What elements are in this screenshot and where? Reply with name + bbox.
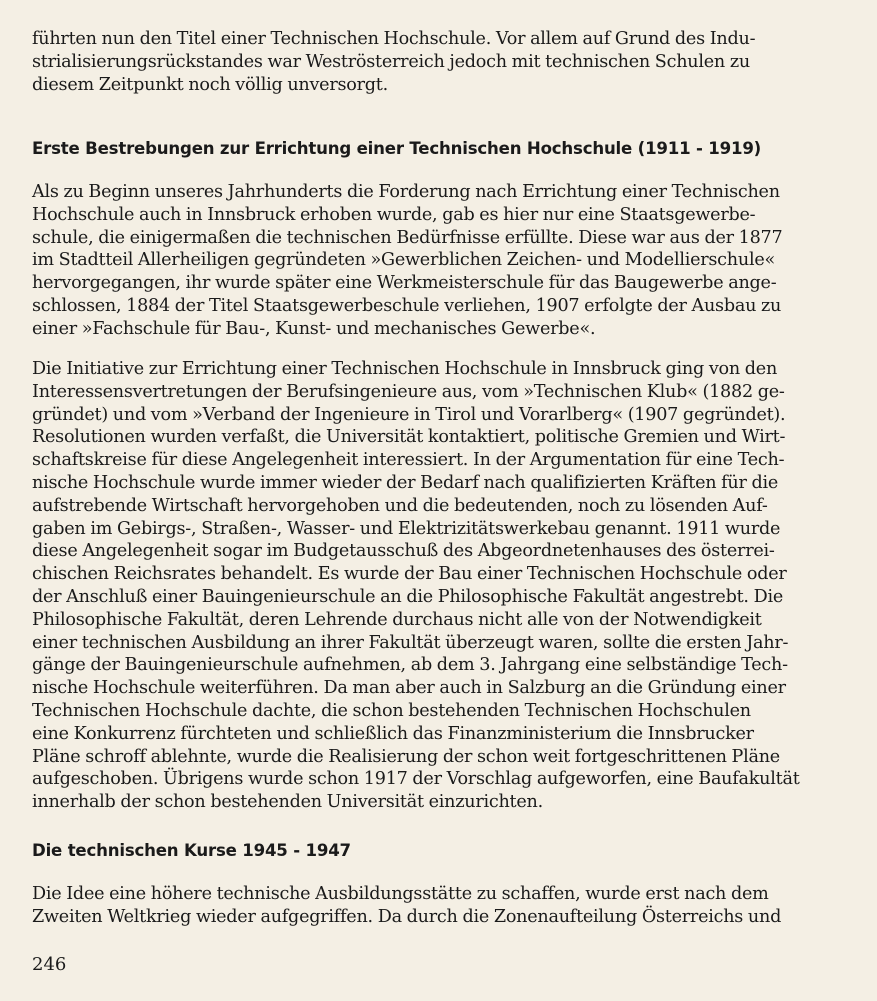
text-line: nische Hochschule weiterführen. Da man aber auch in Salzburg an die Gründung einer (32, 678, 786, 699)
text-line: schlossen, 1884 der Titel Staatsgewerbeschule verliehen, 1907 erfolgte der Ausbau zu (32, 295, 782, 316)
text-line: Hochschule auch in Innsbruck erhoben wurde, gab es hier nur eine Staatsgewerbe- (32, 204, 756, 225)
intro-paragraph (32, 28, 755, 96)
text-line: gänge der Bauingenieurschule aufnehmen, ab dem 3. Jahrgang eine selbständige Tech- (32, 655, 788, 676)
text-line: einer »Fachschule für Bau-, Kunst- und mechanisches Gewerbe«. (32, 318, 596, 339)
text-line: chischen Reichsrates behandelt. Es wurde der Bau einer Technischen Hochschule oder (32, 564, 787, 585)
text-line: Pläne schroff ablehnte, wurde die Realisierung der schon weit fortgeschrittenen Pläne (32, 746, 780, 767)
text-line: führten nun den Titel einer Technischen Hochschule. Vor allem auf Grund des Indu- (32, 29, 756, 49)
text-line: aufstrebende Wirtschaft hervorgehoben und die bedeutenden, noch zu lösenden Auf- (32, 495, 768, 516)
text-line: aufgeschoben. Übrigens wurde schon 1917 der Vorschlag aufgeworfen, eine Baufakultät (32, 769, 800, 790)
text-line: Technischen Hochschule dachte, die schon bestehenden Technischen Hochschulen (32, 700, 751, 721)
section1-paragraph-2 (32, 358, 800, 814)
section-heading: Erste Bestrebungen zur Errichtung einer Technischen Hochschule (1911 - 1919) (32, 139, 762, 158)
text-line: Zweiten Weltkrieg wieder aufgegriffen. Da durch die Zonenaufteilung Österreichs und (32, 906, 782, 927)
text-line: Als zu Beginn unseres Jahrhunderts die Forderung nach Errichtung einer Technischen (32, 182, 780, 202)
text-line: Resolutionen wurden verfaßt, die Universität kontaktiert, politische Gremien und Wirt- (32, 427, 786, 448)
text-line: Philosophische Fakultät, deren Lehrende durchaus nicht alle von der Notwendigkeit (32, 609, 762, 630)
section2-paragraph-1 (32, 883, 781, 929)
text-line: Interessensvertretungen der Berufsingenieure aus, vom »Technischen Klub« (1882 ge- (32, 381, 785, 402)
text-line: im Stadtteil Allerheiligen gegründeten »Gewerblichen Zeichen- und Modellierschule« (32, 250, 775, 271)
text-line: gründet) und vom »Verband der Ingenieure in Tirol und Vorarlberg« (1907 gegründet). (32, 404, 786, 425)
text-line: diesem Zeitpunkt noch völlig unversorgt. (32, 74, 388, 95)
text-line: Die Initiative zur Errichtung einer Technischen Hochschule in Innsbruck ging von den (32, 359, 778, 379)
section-heading-1 (32, 138, 761, 161)
text-line: Die Idee eine höhere technische Ausbildungsstätte zu schaffen, wurde erst nach dem (32, 884, 769, 904)
text-line: gaben im Gebirgs-, Straßen-, Wasser- und Elektrizitätswerkebau genannt. 1911 wurde (32, 518, 781, 539)
text-line: der Anschluß einer Bauingenieurschule an die Philosophische Fakultät angestrebt. Die (32, 586, 783, 607)
text-line: schule, die einigermaßen die technischen Bedürfnisse erfüllte. Diese war aus der 1877 (32, 227, 783, 248)
text-line: schaftskreise für diese Angelegenheit interessiert. In der Argumentation für eine Tech- (32, 450, 785, 471)
text-line: hervorgegangen, ihr wurde später eine Werkmeisterschule für das Baugewerbe ange- (32, 273, 777, 294)
text-line: eine Konkurrenz fürchteten und schließlich das Finanzministerium die Innsbrucker (32, 723, 754, 744)
section-heading-2 (32, 840, 351, 863)
page-number: 246 (32, 954, 67, 975)
text-line: einer technischen Ausbildung an ihrer Fakultät überzeugt waren, sollte die ersten Jahr- (32, 632, 789, 653)
section-heading: Die technischen Kurse 1945 - 1947 (32, 841, 351, 860)
text-line: nische Hochschule wurde immer wieder der Bedarf nach qualifizierten Kräften für die (32, 472, 779, 493)
section1-paragraph-1 (32, 181, 782, 341)
text-line: innerhalb der schon bestehenden Universität einzurichten. (32, 792, 543, 813)
text-line: strialisierungsrückstandes war Weströsterreich jedoch mit technischen Schulen zu (32, 51, 750, 72)
text-line: diese Angelegenheit sogar im Budgetausschuß des Abgeordnetenhauses des österrei- (32, 541, 775, 562)
